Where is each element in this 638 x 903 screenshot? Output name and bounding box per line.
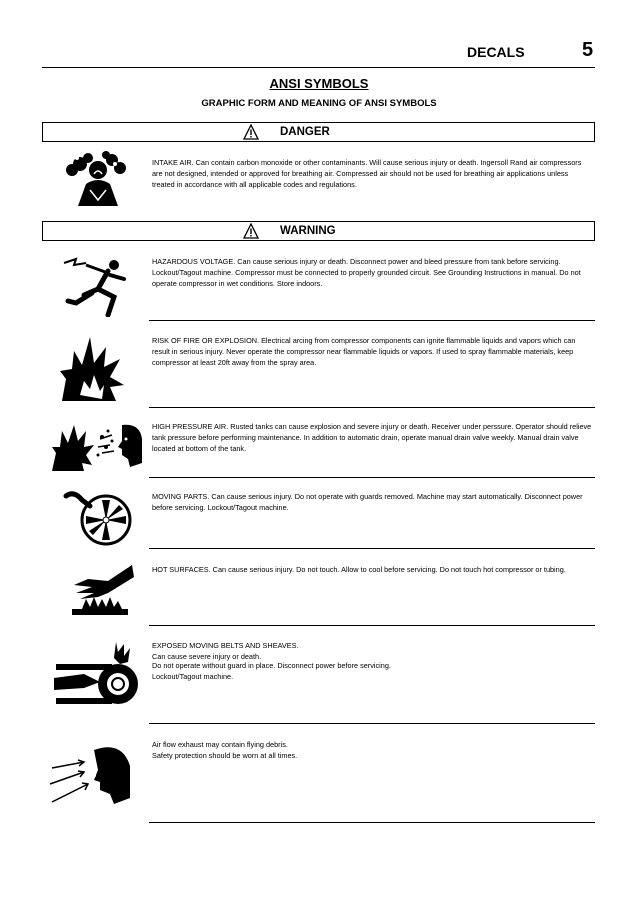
fire-text: RISK OF FIRE OR EXPLOSION. Electrical arcing from compressor components can ignite flammable liquids and vapors which can result in serious injury. Never operate the compressor near flammable liquids or vapors. If used to spray flammable materials, keep compressor at least 20ft away from the spray area. — [152, 336, 576, 367]
page-number: 5 — [582, 39, 594, 61]
hot-surface-icon — [68, 563, 136, 617]
warning-bar — [42, 221, 595, 241]
belts-text — [152, 641, 592, 681]
danger-bar — [42, 122, 595, 142]
row-divider — [149, 407, 595, 408]
page-title: ANSI SYMBOLS — [269, 76, 369, 91]
explosion-icon — [60, 335, 126, 403]
belt-entanglement-icon — [54, 640, 144, 710]
debris-text — [152, 740, 592, 762]
voltage-text: HAZARDOUS VOLTAGE. Can cause serious injury or death. Disconnect power and bleed pressure from tank before servicing. Lockout/Tagout machine. Compressor must be connected to properly grounded circuit. See Grounding Instructions in manual. Do not operate compressor in wet conditions. Store indoors. — [152, 257, 581, 288]
danger-item-text: INTAKE AIR. Can contain carbon monoxide or other contaminants. Will cause serious injury or death. Ingersoll Rand air compressors are not designed, intended or approved for breathing air. Compressed air should not be used for breathing air applications unless treated in accordance with all applicable codes and regulations. — [152, 158, 582, 189]
row-divider — [149, 723, 595, 724]
belts-line-3: Do not operate without guard in place. Disconnect power before servicing. — [152, 660, 391, 670]
row-divider — [149, 320, 595, 321]
warning-label: WARNING — [280, 225, 336, 237]
debris-line-2: Safety protection should be worn at all times. — [152, 750, 298, 760]
debris-line-1: Air flow exhaust may contain flying debris. — [152, 740, 288, 749]
row-divider — [149, 477, 595, 478]
belts-line-4: Lockout/Tagout machine. — [152, 671, 234, 681]
header-rule — [42, 67, 595, 68]
moving-parts-text: MOVING PARTS. Can cause serious injury. Do not operate with guards removed. Machine may start automatically. Disconnect power before servicing. Lockout/Tagout machine. — [152, 492, 583, 512]
danger-label: DANGER — [280, 126, 330, 138]
row-divider — [149, 822, 595, 823]
high-pressure-icon — [52, 419, 144, 473]
row-divider — [149, 548, 595, 549]
warning-triangle-icon — [243, 124, 259, 140]
fan-blade-icon — [62, 490, 134, 546]
breathing-hazard-icon — [60, 150, 136, 208]
belts-line-2: Can cause severe injury or death. — [152, 651, 262, 661]
row-divider — [149, 625, 595, 626]
hot-surface-text: HOT SURFACES. Can cause serious injury. Do not touch. Allow to cool before servicing. Do not touch hot compressor or tubing. — [152, 565, 566, 574]
belts-line-1: EXPOSED MOVING BELTS AND SHEAVES. — [152, 641, 299, 650]
flying-debris-icon — [48, 740, 134, 810]
section-title: DECALS — [467, 44, 525, 60]
pressure-text: HIGH PRESSURE AIR. Rusted tanks can cause explosion and severe injury or death. Receiver under perssure. Operator should relieve tank pressure before performing maintenance. In addition to automatic drain, operate manual drain valve weekly. Manual drain valve located at bottom of the tank. — [152, 422, 592, 453]
page-subtitle: GRAPHIC FORM AND MEANING OF ANSI SYMBOLS — [201, 98, 437, 109]
warning-triangle-icon — [243, 223, 259, 239]
electric-shock-icon — [62, 255, 132, 317]
